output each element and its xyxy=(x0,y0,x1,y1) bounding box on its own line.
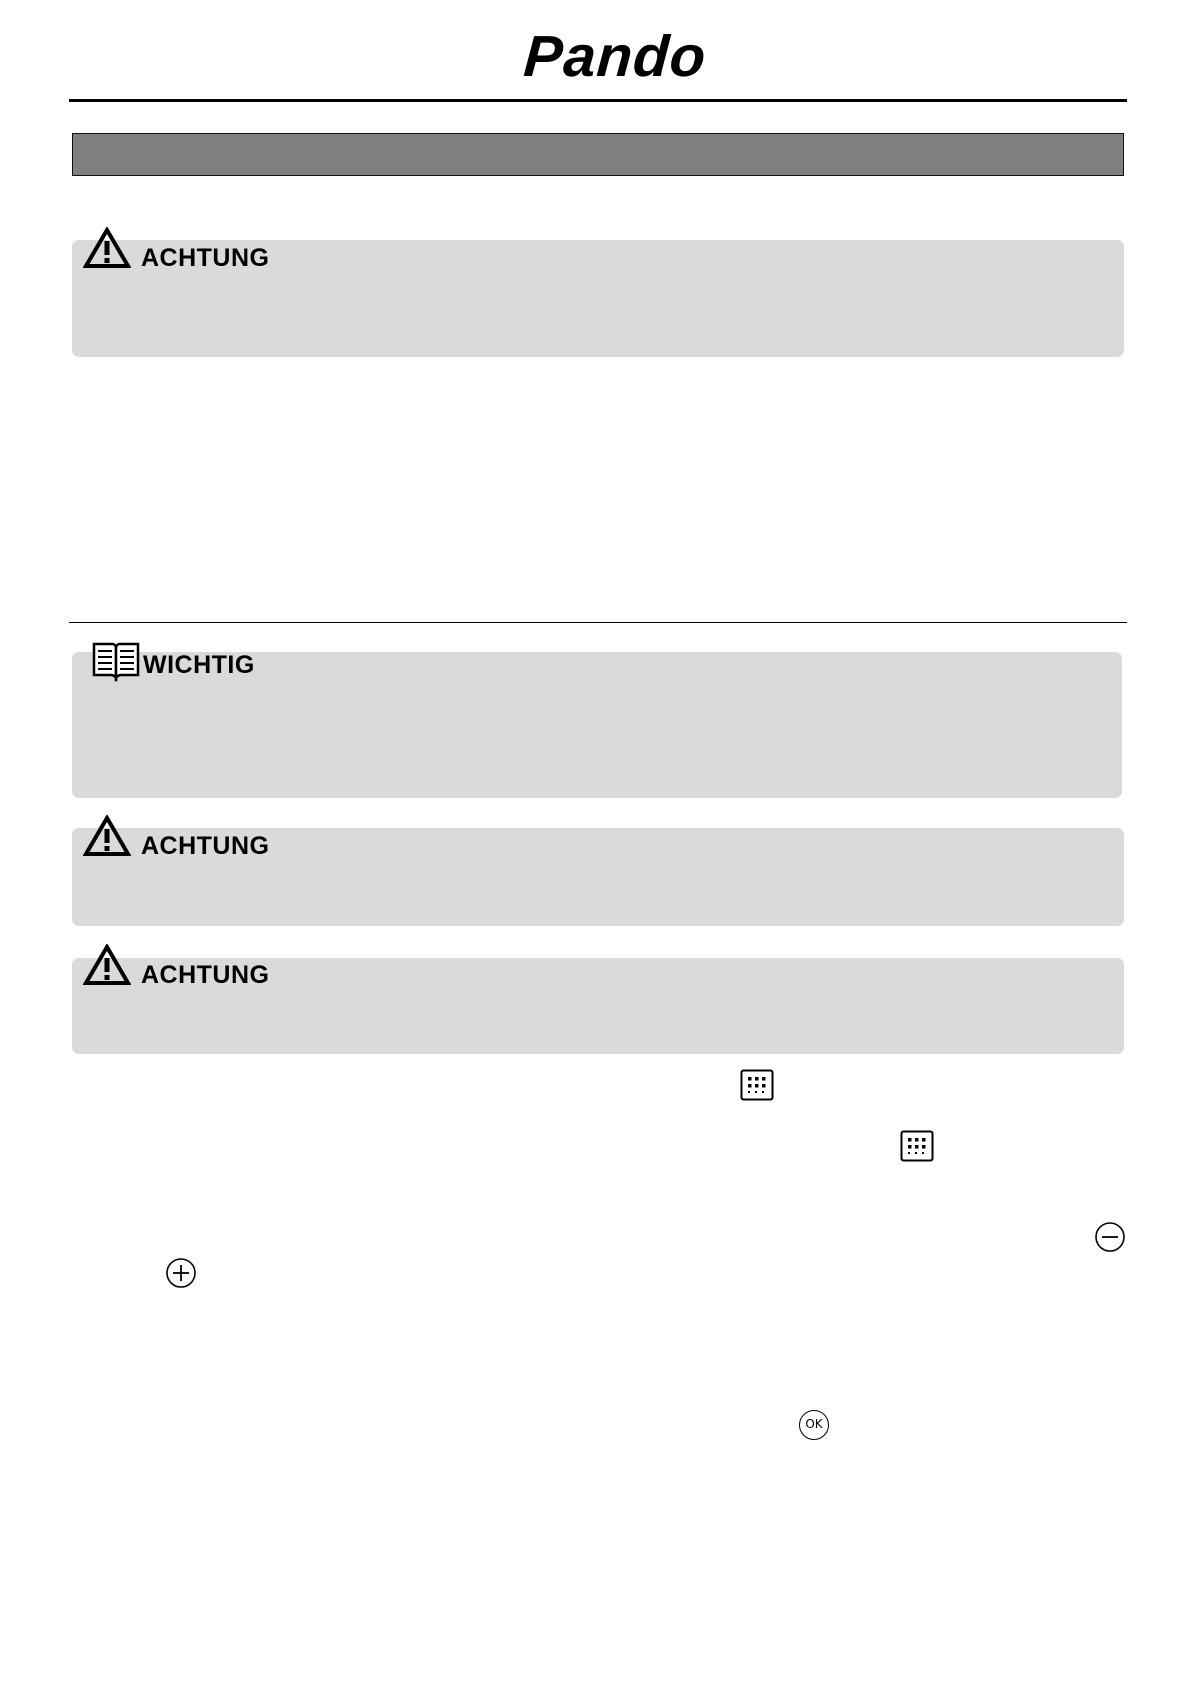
section-header-bar xyxy=(72,133,1124,176)
keypad-icon xyxy=(740,1069,774,1101)
warning-triangle-icon xyxy=(83,815,131,857)
brand-logo: Pando xyxy=(522,24,709,89)
warning-triangle-icon xyxy=(83,944,131,986)
warning-label-1: ACHTUNG xyxy=(141,244,270,272)
section-divider xyxy=(69,622,1127,623)
book-icon xyxy=(91,640,141,682)
keypad-icon xyxy=(900,1130,934,1162)
minus-circle-icon xyxy=(1094,1221,1126,1253)
header-rule xyxy=(69,99,1127,102)
ok-button-icon: OK xyxy=(799,1410,829,1440)
warning-label-3: ACHTUNG xyxy=(141,961,270,989)
warning-label-2: ACHTUNG xyxy=(141,832,270,860)
warning-triangle-icon xyxy=(83,227,131,269)
important-label: WICHTIG xyxy=(143,651,255,679)
plus-circle-icon xyxy=(165,1257,197,1289)
